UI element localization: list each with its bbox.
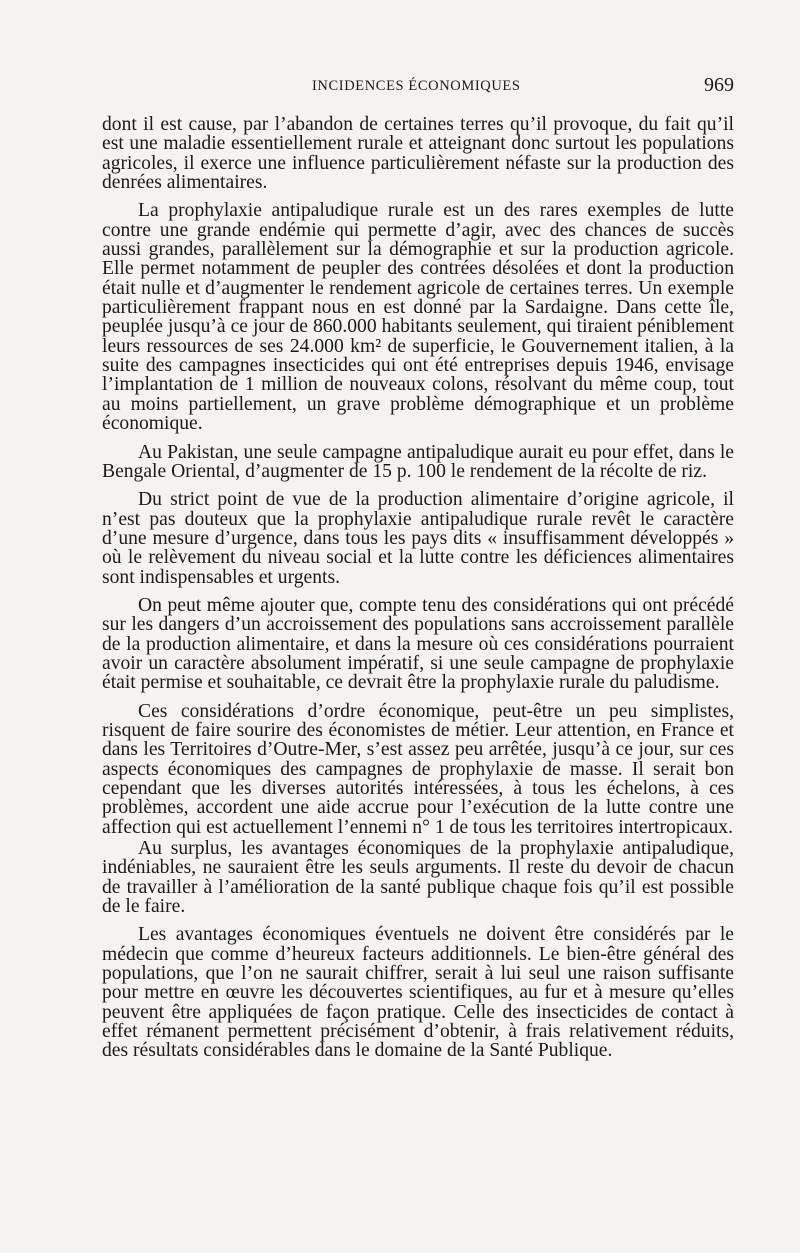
paragraph: dont il est cause, par l’abandon de certaines terres qu’il provoque, du fait qu’il est une maladie essentiellement rurale et atteignant donc surtout les populations agricoles, il exerce une influence particulièrement néfaste sur la production des denrées alimentaires. (102, 114, 734, 194)
paragraph: Au surplus, les avantages économiques de la prophylaxie antipaludique, indéniables, ne sauraient être les seuls arguments. Il reste du devoir de chacun de travailler à l’amélioration de la santé publique chaque fois qu’il est possible de le faire. (102, 838, 734, 918)
paragraph: La prophylaxie antipaludique rurale est un des rares exemples de lutte contre une grande endémie qui permette d’agir, avec des chances de succès aussi grandes, parallèlement sur la démographie et sur la production agricole. Elle permet notamment de peupler des contrées désolées et dont la production était nulle et d’augmenter le rendement agricole de certaines terres. Un exemple particulièrement frappant nous en est donné par la Sardaigne. Dans cette île, peuplée jusqu’à ce jour de 860.000 habitants seulement, qui tiraient péniblement leurs ressources de ses 24.000 km² de superficie, le Gouvernement italien, à la suite des campagnes insecticides qui ont été entreprises depuis 1946, envisage l’implantation de 1 million de nouveaux colons, résolvant du même coup, tout au moins partiellement, un grave problème démographique et un problème économique. (102, 200, 734, 435)
paragraph: Les avantages économiques éventuels ne doivent être considérés par le médecin que comme d’heureux facteurs additionnels. Le bien-être général des populations, que l’on ne saurait chiffrer, serait à lui seul une raison suffisante pour mettre en œuvre les découvertes scientifiques, au fur et à mesure qu’elles peuvent être appliquées de façon pratique. Celle des insecticides de contact à effet rémanent permettent précisément d’obtenir, à frais relativement réduits, des résultats considérables dans le domaine de la Santé Publique. (102, 924, 734, 1062)
running-head: INCIDENCES ÉCONOMIQUES (312, 78, 521, 94)
paragraph: Du strict point de vue de la production alimentaire d’origine agricole, il n’est pas douteux que la prophylaxie antipaludique rurale revêt le caractère d’une mesure d’urgence, dans tous les pays dits « insuffisamment développés » où le relèvement du niveau social et la lutte contre les déficiences alimentaires sont indispensables et urgents. (102, 489, 734, 588)
body-text (102, 115, 734, 1061)
paragraph: Ces considérations d’ordre économique, peut-être un peu simplistes, risquent de faire sourire des économistes de métier. Leur attention, en France et dans les Territoires d’Outre-Mer, s’est assez peu arrêtée, jusqu’à ce jour, sur ces aspects économiques des campagnes de prophylaxie de masse. Il serait bon cependant que les diverses autorités intéressées, à tous les échelons, à ces problèmes, accordent une aide accrue pour l’exécution de la lutte contre une affection qui est actuellement l’ennemi n° 1 de tous les territoires intertropicaux. (102, 700, 734, 838)
page-number: 969 (704, 74, 734, 96)
page-header (102, 76, 734, 100)
paragraph: Au Pakistan, une seule campagne antipaludique aurait eu pour effet, dans le Bengale Oriental, d’augmenter de 15 p. 100 le rendement de la récolte de riz. (102, 441, 734, 482)
paragraph: On peut même ajouter que, compte tenu des considérations qui ont précédé sur les dangers d’un accroissement des populations sans accroissement parallèle de la production alimentaire, et dans la mesure où ces considérations pourraient avoir un caractère absolument impératif, si une seule campagne de prophylaxie était permise et souhaitable, ce devrait être la prophylaxie rurale du paludisme. (102, 594, 734, 694)
